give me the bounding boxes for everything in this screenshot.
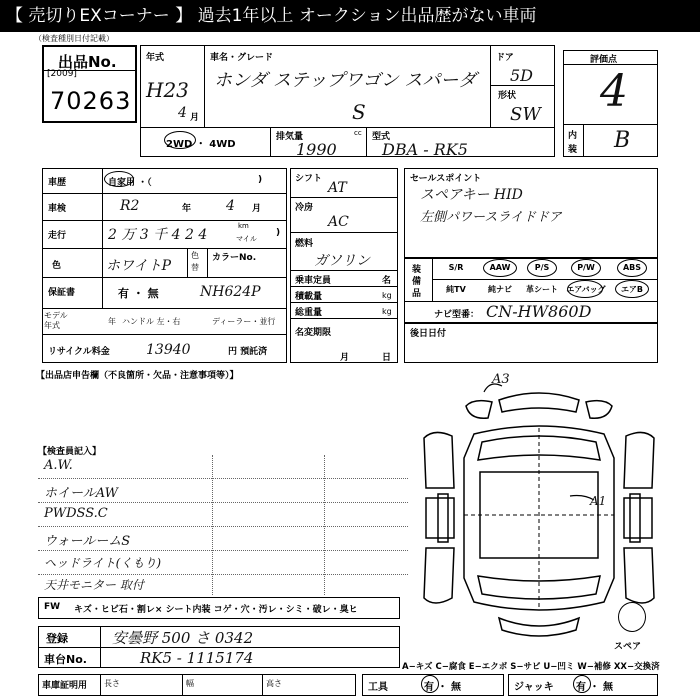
change-date-label: 名変期限 — [295, 328, 332, 338]
inspector-line-1: A.W. — [44, 458, 73, 473]
inspector-line-5: ヘッドライト(くもり) — [44, 556, 162, 570]
inspector-line-3: PWDSS.C — [44, 506, 108, 521]
history-close: ) — [258, 175, 263, 185]
equipment-label-2: 備 — [412, 277, 422, 287]
recycle-value: 13940 — [146, 342, 191, 358]
name-label: 車名・グレード — [210, 53, 274, 63]
inspector-line-2: ホイールAW — [44, 486, 118, 501]
fw-label: FW — [44, 602, 61, 612]
mileage-unit-km: km — [238, 222, 249, 230]
equip-leather: 革シート — [526, 285, 558, 294]
shift-value: AT — [328, 180, 347, 196]
sales-line-1: スペアキー HID — [420, 187, 523, 203]
history-label: 車歴 — [48, 178, 67, 188]
jack-label: ジャッキ — [514, 682, 554, 693]
load-unit: kg — [382, 291, 392, 300]
model-label: 型式 — [372, 132, 391, 142]
name-value: ホンダ ステップワゴン スパーダ — [214, 70, 477, 91]
mileage-unit-mile: マイル — [236, 235, 257, 243]
inspector-line-6: 天井モニター 取付 — [44, 578, 144, 592]
fuel-value: ガソリン — [314, 253, 370, 269]
equip-airb: エアB — [620, 285, 644, 294]
cert-width: 幅 — [186, 679, 194, 688]
history-circle — [104, 171, 134, 187]
ac-label: 冷房 — [295, 203, 314, 213]
inspection-year-unit: 年 — [182, 204, 192, 214]
jack-circle — [573, 675, 591, 693]
navi-value: CN-HW860D — [486, 302, 592, 321]
model-year-label-1: モデル — [44, 311, 68, 320]
equip-ps: P/S — [534, 263, 550, 272]
equip-tv: 純TV — [446, 285, 466, 294]
equip-airbag: エアバッグ — [566, 285, 606, 294]
change-date-month: 月 — [340, 353, 350, 363]
mileage-label: 走行 — [48, 231, 67, 241]
fw-items: キズ・ヒビ石・割レ× シート内装 コゲ・穴・汚レ・シミ・破レ・臭ヒ — [74, 605, 358, 615]
equip-ps-circle — [527, 259, 557, 277]
inspection-month: 4 — [226, 198, 235, 214]
chassis-label: 車台No. — [44, 653, 87, 666]
warranty-value: 有 ・ 無 — [118, 287, 159, 300]
model-value: DBA - RK5 — [382, 140, 468, 159]
equip-airbag-circle — [567, 280, 603, 298]
tool-label: 工具 — [368, 682, 388, 693]
equipment-label-3: 品 — [412, 289, 422, 299]
lot-label: 出品No. — [58, 53, 117, 71]
inspection-month-unit: 月 — [252, 204, 262, 214]
displacement-value: 1990 — [296, 140, 337, 159]
year-month: 4 — [178, 105, 187, 121]
interior-label-1: 内 — [568, 131, 578, 141]
year-label: 年式 — [146, 53, 165, 63]
tool-circle — [421, 675, 439, 693]
equip-aw: AAW — [489, 263, 511, 272]
door-label: ドア — [496, 53, 514, 63]
equipment-label-1: 装 — [412, 265, 422, 275]
chassis-value: RK5 - 1115174 — [140, 649, 254, 667]
inspector-line-4: ウォールームS — [44, 534, 131, 549]
cert-length: 長さ — [104, 679, 120, 688]
handle-options: ハンドル 左・右 — [122, 317, 181, 326]
equip-abs-circle — [617, 259, 647, 277]
navi-label: ナビ型番： — [434, 310, 480, 320]
recycle-label: リサイクル料金 — [48, 347, 110, 357]
displacement-unit: cc — [354, 129, 362, 137]
shape-label: 形状 — [498, 91, 517, 101]
sales-label: セールスポイント — [410, 174, 482, 184]
lot-year-tag: [2009] — [47, 69, 77, 79]
mileage-close: ) — [276, 228, 281, 238]
grade-value: S — [352, 100, 366, 124]
cert-label: 車庫証明用 — [42, 681, 88, 691]
warranty-label: 保証書 — [48, 288, 76, 298]
header-subtext: （検査種別日付記載） — [34, 34, 114, 43]
equip-pw-circle — [571, 259, 601, 277]
ac-value: AC — [328, 214, 349, 230]
drive-options: 2WD ・ 4WD — [166, 139, 236, 150]
notes-label: 後日日付 — [410, 329, 447, 339]
tool-value: 有 ・ 無 — [424, 682, 461, 693]
year-month-suffix: 月 — [190, 113, 200, 123]
registration-label: 登録 — [46, 632, 68, 645]
recycle-unit: 円 預託済 — [228, 347, 268, 357]
history-value: 自家用 ・（ — [108, 178, 152, 188]
banner: 【 売切りEXコーナー 】 過去1年以上 オークション出品歴がない車両 — [0, 0, 700, 32]
dealer-options: ディーラー・並行 — [212, 317, 276, 326]
color-sub-2: 替 — [191, 263, 199, 272]
spare-tire-icon — [618, 602, 646, 632]
interior-label-2: 装 — [568, 145, 578, 155]
weight-label: 総重量 — [295, 308, 323, 318]
door-value: 5D — [510, 66, 534, 85]
displacement-label: 排気量 — [276, 132, 304, 142]
cert-height: 高さ — [266, 679, 282, 688]
year-value: H23 — [146, 78, 189, 102]
shift-label: シフト — [295, 174, 323, 184]
color-label: 色 — [52, 261, 62, 271]
lot-number: 70263 — [50, 87, 132, 115]
equip-pw: P/W — [577, 263, 595, 272]
damage-mark-a1: A1 — [590, 494, 607, 508]
damage-legend: A−キズ C−腐食 E−エクボ S−サビ U−凹ミ W−補修 XX−交換済 — [402, 662, 660, 672]
load-label: 積載量 — [295, 292, 323, 302]
capacity-label: 乗車定員 — [295, 276, 332, 286]
change-date-day: 日 — [382, 353, 392, 363]
exhibitor-label: 【出品店申告欄（不良箇所・欠品・注意事項等）】 — [36, 371, 239, 381]
color-no-value: NH624P — [200, 284, 261, 300]
capacity-unit: 名 — [382, 276, 392, 286]
equip-sr: S/R — [448, 263, 464, 272]
score-label: 評価点 — [590, 55, 618, 65]
registration-value: 安曇野 500 さ 0342 — [112, 629, 254, 647]
inspection-era: R2 — [120, 198, 140, 214]
color-value: ホワイトP — [106, 258, 171, 274]
score-value: 4 — [600, 66, 628, 117]
color-sub-1: 色 — [191, 251, 199, 260]
jack-value: 有 ・ 無 — [576, 682, 613, 693]
lot-box — [42, 45, 137, 123]
damage-mark-a3: A3 — [492, 372, 510, 387]
color-no-label: カラーNo. — [212, 253, 257, 263]
inspection-label: 車検 — [48, 204, 67, 214]
drive-selected-circle — [164, 131, 196, 149]
equip-navi: 純ナビ — [488, 285, 512, 294]
weight-unit: kg — [382, 307, 392, 316]
model-year-unit: 年 — [108, 317, 116, 326]
sales-line-2: 左側パワースライドドア — [420, 210, 562, 225]
fuel-label: 燃料 — [295, 239, 314, 249]
equip-aw-circle — [483, 259, 517, 277]
equip-abs: ABS — [622, 263, 642, 272]
mileage-value: 2 万 3 千 4 2 4 — [108, 227, 208, 243]
shape-value: SW — [510, 104, 541, 125]
interior-value: B — [614, 128, 631, 153]
equip-airb-circle — [615, 280, 649, 298]
spare-label: スペア — [614, 642, 642, 652]
inspector-label: 【検査員記入】 — [38, 447, 102, 457]
model-year-label-2: 年式 — [44, 321, 60, 330]
